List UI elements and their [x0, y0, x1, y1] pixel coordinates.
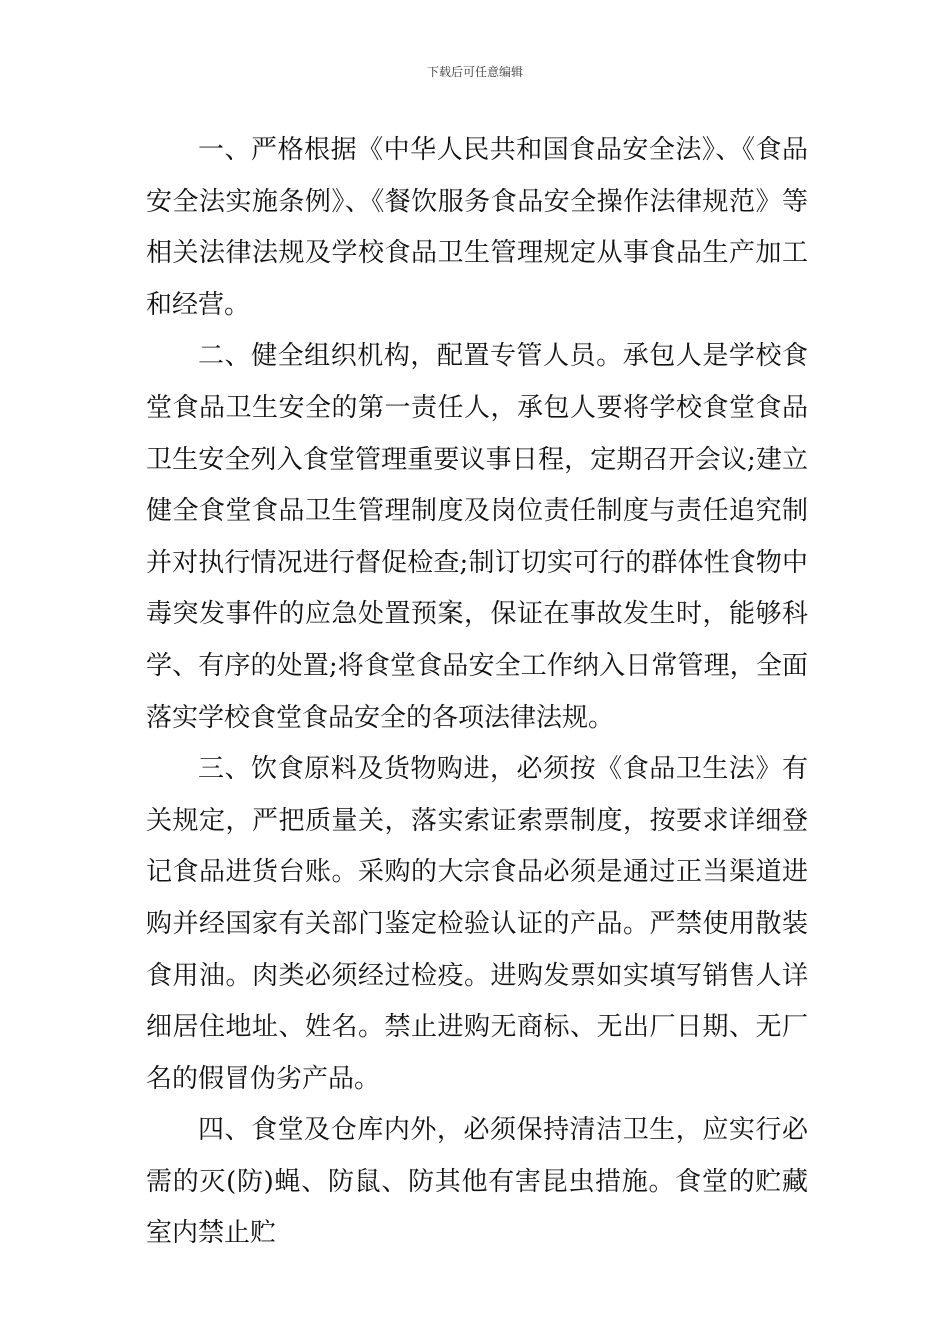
- paragraph-3: 三、饮食原料及货物购进，必须按《食品卫生法》有关规定，严把质量关，落实索证索票制度，按要求详细登记食品进货台账。采购的大宗食品必须是通过正当渠道进购并经国家有关部门鉴定检验认证的产品。严禁使用散装食用油。肉类必须经过检疫。进购发票如实填写销售人详细居住地址、姓名。禁止进购无商标、无出厂日期、无厂名的假冒伪劣产品。: [146, 754, 808, 1094]
- paragraph-1: 一、严格根据《中华人民共和国食品安全法》、《食品安全法实施条例》、《餐饮服务食品安全操作法律规范》等相关法律法规及学校食品卫生管理规定从事食品生产加工和经营。: [146, 135, 808, 320]
- page-header-note: 下载后可任意编辑: [426, 65, 523, 79]
- paragraph-4: 四、食堂及仓库内外，必须保持清洁卫生，应实行必需的灭(防)蝇、防鼠、防其他有害昆虫措施。食堂的贮藏室内禁止贮: [146, 1115, 808, 1249]
- document-body: [146, 125, 808, 1260]
- paragraph-2: 二、健全组织机构，配置专管人员。承包人是学校食堂食品卫生安全的第一责任人，承包人要将学校食堂食品卫生安全列入食堂管理重要议事日程，定期召开会议;建立健全食堂食品卫生管理制度及岗位责任制度与责任追究制并对执行情况进行督促检查;制订切实可行的群体性食物中毒突发事件的应急处置预案，保证在事故发生时，能够科学、有序的处置;将食堂食品安全工作纳入日常管理，全面落实学校食堂食品安全的各项法律法规。: [146, 341, 808, 733]
